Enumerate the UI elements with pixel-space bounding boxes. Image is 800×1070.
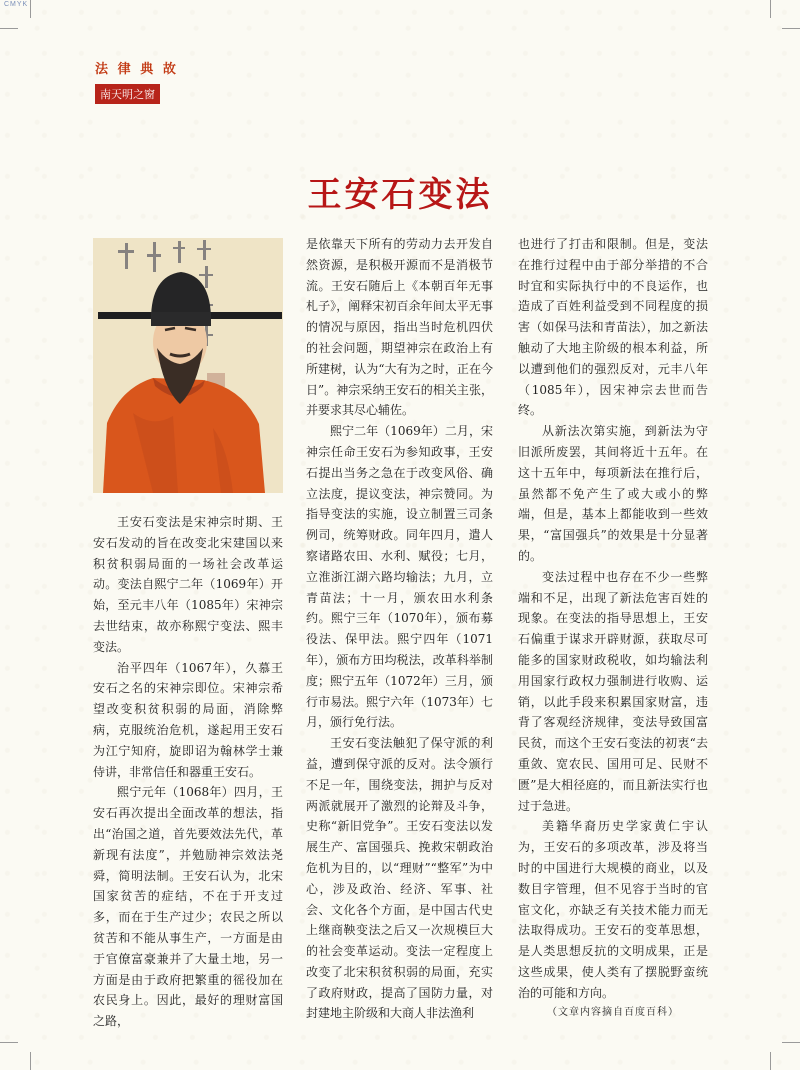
article-title: 王安石变法	[307, 176, 493, 214]
article-column-3	[518, 234, 708, 1024]
article-paragraph: 熙宁元年（1068年）四月，王安石再次提出全面改革的想法，指出“治国之道，首先要效法先代，革新现有法度”，并勉励神宗效法尧舜，简明法制。王安石认为，北宋国家贫苦的症结，不在于开支过多，而在于生产过少；农民之所以贫苦和不能从事生产，一方面是由于官僚富豪兼并了大量土地，另一方面是由于政府把繁重的徭役加在农民身上。因此，最好的理财富国之路，	[93, 785, 283, 1029]
article-paragraph: 变法过程中也存在不少一些弊端和不足，出现了新法危害百姓的现象。在变法的指导思想上，王安石偏重于谋求开辟财源，获取尽可能多的国家财政税收，如均输法利用国家行政权力强制进行收购、运销，以此手段来积累国家财富，违背了客观经济规律，变法导致国富民贫，而这个王安石变法的初衷“去重敛、宽农民、国用可足、民财不匮”是大相径庭的，而且新法实行也过于急进。	[518, 569, 708, 813]
source-note: （文章内容摘自百度百科）	[547, 1007, 679, 1019]
crop-mark	[0, 1042, 18, 1043]
article-paragraph: 熙宁二年（1069年）二月，宋神宗任命王安石为参知政事，王安石提出当务之急在于改变风俗、确立法度，提议变法，神宗赞同。为指导变法的实施，设立制置三司条例司，统筹财政。同年四月，遣人察诸路农田、水利、赋役；七月，立淮浙江湖六路均输法；九月，立青苗法；十一月，颁农田水利条约。熙宁三年（1070年），颁布募役法、保甲法。熙宁四年（1071年），颁布方田均税法，改革科举制度；熙宁五年（1072年）三月，颁行市易法。熙宁六年（1073年）七月，颁行免行法。	[306, 424, 493, 730]
crop-mark	[30, 0, 31, 18]
portrait-image	[93, 238, 283, 493]
article-column-2	[306, 234, 493, 1024]
section-header	[95, 58, 179, 104]
article-paragraph: 是依靠天下所有的劳动力去开发自然资源，是积极开源而不是消极节流。王安石随后上《本朝百年无事札子》，阐释宋初百余年间太平无事的情况与原因，指出当时危机四伏的社会问题，期望神宗在政治上有所建树，认为“大有为之时，正在今日”。神宗采纳王安石的相关主张，并要求其尽心辅佐。	[306, 237, 493, 418]
crop-mark	[0, 28, 18, 29]
crop-mark	[770, 0, 771, 18]
article-paragraph: 王安石变法触犯了保守派的利益，遭到保守派的反对。法令颁行不足一年，围绕变法，拥护与反对两派就展开了激烈的论辩及斗争，史称“新旧党争”。王安石变法以发展生产、富国强兵、挽救宋朝政治危机为目的，以“理财”“整军”为中心，涉及政治、经济、军事、社会、文化各个方面，是中国古代史上继商鞅变法之后又一次规模巨大的社会变革运动。变法一定程度上改变了北宋积贫积弱的局面，充实了政府财政，提高了国防力量，对封建地主阶级和大商人非法渔利	[306, 736, 493, 1021]
section-category: 法 律 典 故	[95, 61, 179, 76]
crop-mark	[782, 1042, 800, 1043]
article-paragraph: 也进行了打击和限制。但是，变法在推行过程中由于部分举措的不合时宜和实际执行中的不良运作，也造成了百姓利益受到不同程度的损害（如保马法和青苗法），加之新法触动了大地主阶级的根本利益，所以遭到他们的强烈反对，元丰八年（1085年），因宋神宗去世而告终。	[518, 237, 708, 418]
crop-mark	[782, 28, 800, 29]
article-paragraph: 治平四年（1067年），久慕王安石之名的宋神宗即位。宋神宗希望改变积贫积弱的局面，消除弊病，克服统治危机，遂起用王安石为江宁知府，旋即诏为翰林学士兼侍讲，非常信任和器重王安石。	[93, 660, 283, 779]
crop-mark	[30, 1052, 31, 1070]
print-color-mark: CMYK	[4, 1, 29, 8]
article-paragraph: 王安石变法是宋神宗时期、王安石发动的旨在改变北宋建国以来积贫积弱局面的一场社会改革运动。变法自熙宁二年（1069年）开始，至元丰八年（1085年）宋神宗去世结束，故亦称熙宁变法、熙丰变法。	[93, 515, 283, 654]
article-paragraph: 从新法次第实施，到新法为守旧派所废罢，其间将近十五年。在这十五年中，每项新法在推行后，虽然都不免产生了或大或小的弊端，但是，基本上都能收到一些效果，“富国强兵”的效果是十分显著的。	[518, 424, 708, 563]
article-column-1	[93, 512, 283, 1032]
column-tag: 南天明之窗	[95, 84, 160, 104]
article-paragraph: 美籍华裔历史学家黄仁宇认为，王安石的多项改革，涉及将当时的中国进行大规模的商业，以及数目字管理，但不见容于当时的官宦文化，亦缺乏有关技术能力而无法取得成功。王安石的变革思想，是人类思想反抗的文明成果，正是这些成果，使人类有了摆脱野蛮统治的可能和方向。	[518, 819, 708, 1000]
crop-mark	[770, 1052, 771, 1070]
